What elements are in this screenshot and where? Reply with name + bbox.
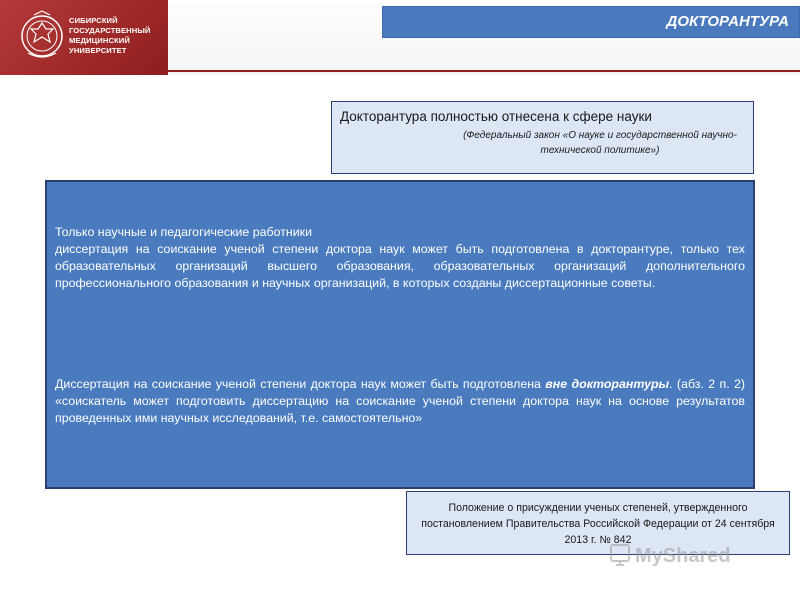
eligibility-heading: Только научные и педагогические работники bbox=[55, 225, 313, 239]
slide-header bbox=[0, 0, 800, 75]
science-callout-heading: Докторантура полностью отнесена к сфере науки bbox=[340, 109, 652, 124]
university-name bbox=[69, 16, 165, 56]
outside-doctoral-emphasis: вне докторантуры bbox=[545, 377, 670, 391]
university-name-line: УНИВЕРСИТЕТ bbox=[69, 46, 127, 55]
eligibility-text: диссертация на соискание ученой степени доктора наук может быть подготовлена в докторантуре, только тех образовательных организаций высшего образования, образовательных организаций дополнительного профессионального образования и научных организаций, в которых созданы диссертационные советы. bbox=[55, 242, 745, 290]
university-logo bbox=[0, 0, 168, 75]
regulation-text: Положение о присуждении ученых степеней, утвержденного постановлением Правительства Российской Федерации от 24 сентября 2013 г. № 842 bbox=[421, 502, 775, 546]
science-callout bbox=[331, 101, 754, 174]
outside-doctoral-paragraph bbox=[55, 376, 745, 427]
eligibility-paragraph bbox=[55, 224, 745, 292]
outside-doctoral-text-rest: . (абз. 2 п. 2) «соискатель может подготовить диссертацию на соискание ученой степени доктора наук на основе результатов проведенных ими научных исследований, т.е. самостоятельно» bbox=[55, 377, 745, 425]
outside-doctoral-text-start: Диссертация на соискание ученой степени доктора наук может быть подготовлена bbox=[55, 377, 546, 391]
university-name-line: ГОСУДАРСТВЕННЫЙ bbox=[69, 26, 151, 35]
science-callout-law: (Федеральный закон «О науке и государственной научно-технической политике») bbox=[463, 130, 737, 156]
watermark-text: MyShared bbox=[635, 545, 731, 567]
watermark-logo bbox=[609, 541, 769, 569]
main-content-box bbox=[45, 180, 755, 489]
slide-title: ДОКТОРАНТУРА bbox=[666, 13, 789, 30]
university-name-line: СИБИРСКИЙ bbox=[69, 16, 118, 25]
university-name-line: МЕДИЦИНСКИЙ bbox=[69, 36, 130, 45]
university-emblem-icon bbox=[20, 9, 64, 63]
title-bar bbox=[382, 6, 800, 38]
header-divider bbox=[168, 70, 800, 72]
